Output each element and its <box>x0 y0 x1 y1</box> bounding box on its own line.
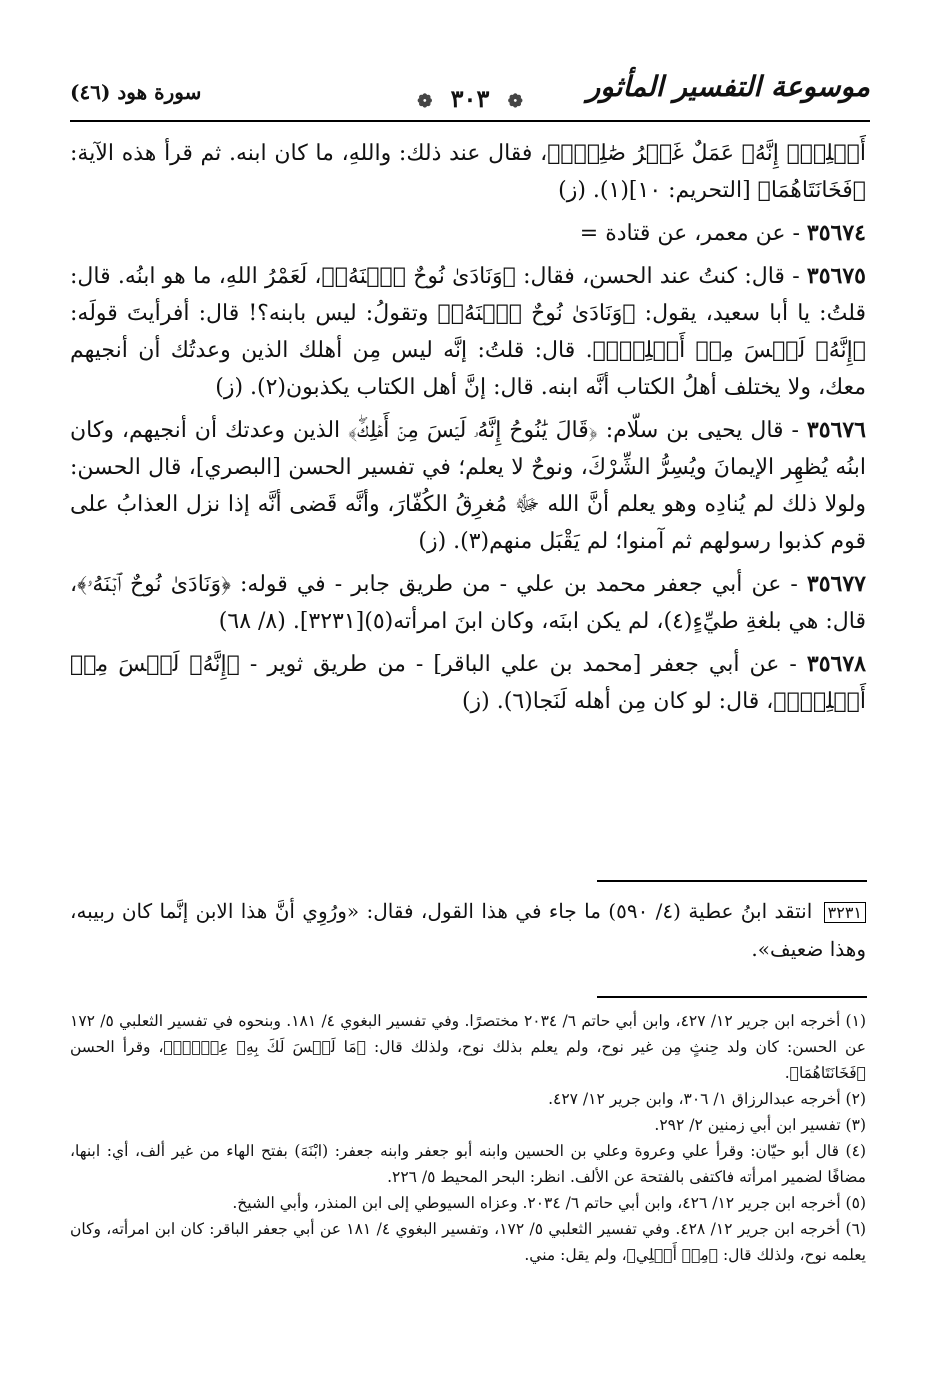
ornament-icon: ❁ <box>417 91 433 112</box>
narration-text: - عن معمر، عن قتادة = <box>579 221 800 246</box>
note-box-number: ٣٢٣١ <box>824 902 866 923</box>
narration-35676 <box>70 412 866 560</box>
narration-35677 <box>70 566 866 640</box>
footnote-separator <box>597 996 867 998</box>
page-header <box>70 70 870 120</box>
surah-label: سورة هود (٤٦) <box>70 80 202 104</box>
editor-note <box>70 893 866 968</box>
footnote-6: (٦) أخرجه ابن جرير ١٢/ ٤٢٨. وفي تفسير الثعلبي ٥/ ١٧٢، وتفسير البغوي ٤/ ١٨١ عن أبي جعفر الباقر: كان ابن امرأته، وكان يعلمه نوح، ولذلك قال: ﴿مِنۡ أَهۡلِي﴾، ولم يقل: مني. <box>70 1220 866 1264</box>
note-separator <box>597 880 867 882</box>
narration-number: ٣٥٦٧٤ <box>806 220 866 246</box>
narration-number: ٣٥٦٧٧ <box>806 571 866 597</box>
footnote-4: (٤) قال أبو حيّان: وقرأ علي وعروة وعلي بن الحسين وابنه أبو جعفر وابنه جعفر: (ابْنَهَ) بفتح الهاء من غير ألف، أي: ابنها، مضافًا لضمير امرأته فاكتفى بالفتحة عن الألف. انظر: البحر المحيط ٥/ ٢٢٦. <box>70 1142 866 1186</box>
narration-text: - عن أبي جعفر محمد بن علي - من طريق جابر - في قوله: ﴿وَنَادَىٰ نُوحٌ ٱبۡنَهُۥ﴾، قال: هي بلغةِ طيِّءٍ(٤)، لم يكن ابنَه، وكان ابنَ امرأته(٥)[٣٢٣١]. (٨/ ٦٨) <box>70 572 866 634</box>
footnote-2: (٢) أخرجه عبدالرزاق ١/ ٣٠٦، وابن جرير ١٢/ ٤٢٧. <box>548 1090 866 1108</box>
narration-number: ٣٥٦٧٨ <box>806 651 866 677</box>
header-rule <box>70 120 870 122</box>
narration-text: - عن أبي جعفر [محمد بن علي الباقر] - من طريق ثوير - ﴿إِنَّهُۥ لَيۡسَ مِنۡ أَهۡلِكَۖ﴾، قال: لو كان مِن أهله لَنَجا(٦). (ز) <box>70 652 866 714</box>
page-number: ٣٠٣ <box>450 84 490 113</box>
ornament-icon: ❁ <box>507 91 523 112</box>
note-text: انتقد ابنُ عطية (٤/ ٥٩٠) ما جاء في هذا القول، فقال: «ورُوِي أنَّ هذا الابن إنَّما كان ربيبه، وهذا ضعيف». <box>70 899 866 961</box>
narration-number: ٣٥٦٧٥ <box>806 263 866 289</box>
narration-text: - قال يحيى بن سلّام: ﴿قَالَ يَٰنُوحُ إِنَّهُۥ لَيۡسَ مِنۡ أَهۡلِكَۖ﴾ الذين وعدتك أن أنجيهم، وكان ابنُه يُظهِر الإيمانَ ويُسِرُّ الشِّرْكَ، ونوحٌ لا يعلم؛ في تفسير الحسن [البصري]، قال الحسن: ولولا ذلك لم يُنادِه وهو يعلم أنَّ الله ﷻ مُغرِقُ الكُفّارَ، وأنَّه قَضى أنَّه إذا نزل العذابُ على قوم كذبوا رسولهم ثم آمنوا؛ لم يَقْبَل منهم(٣). (ز) <box>70 418 866 554</box>
narration-number: ٣٥٦٧٦ <box>806 417 866 443</box>
narration-35678 <box>70 646 866 720</box>
footnote-1: (١) أخرجه ابن جرير ١٢/ ٤٢٧، وابن أبي حاتم ٦/ ٢٠٣٤ مختصرًا. وفي تفسير البغوي ٤/ ١٨١. وبنحوه في تفسير الثعلبي ٥/ ١٧٢ عن الحسن: كان ولد حِنثٍ مِن غير نوح، ولم يعلم بذلك نوح، ولذلك قال: ﴿مَا لَيۡسَ لَكَ بِهِۦ عِلۡمٌۖ﴾، وقرأ الحسن ﴿فَخَانَتَاهُمَا﴾. <box>70 1012 866 1082</box>
main-text <box>70 135 866 726</box>
narration-35675 <box>70 258 866 406</box>
book-title: موسوعة التفسير المأثور <box>586 70 870 103</box>
footnotes <box>70 1008 866 1268</box>
paragraph-text: أَهۡلِكَۖ إِنَّهُۥ عَمَلٌ غَيۡرُ صَٰلِحٖۖ﴾، فقال عند ذلك: واللهِ، ما كان ابنه. ثم قرأ هذه الآية: ﴿فَخَانَتَاهُمَا﴾ [التحريم: ١٠](١). (ز) <box>70 141 866 203</box>
footnote-5: (٥) أخرجه ابن جرير ١٢/ ٤٢٦، وابن أبي حاتم ٦/ ٢٠٣٤. وعزاه السيوطي إلى ابن المنذر، وأبي الشيخ. <box>232 1194 866 1212</box>
paragraph-continuation <box>70 135 866 209</box>
narration-text: - قال: كنتُ عند الحسن، فقال: ﴿وَنَادَىٰ نُوحٌ ٱبۡنَهُۥ﴾، لَعَمْرُ اللهِ، ما هو ابنُه. قال: قلتُ: يا أبا سعيد، يقول: ﴿وَنَادَىٰ نُوحٌ ٱبۡنَهُۥ﴾ وتقولُ: ليس بابنه؟! قال: أفرأيتَ قولَه: ﴿إِنَّهُۥ لَيۡسَ مِنۡ أَهۡلِكَۖ﴾. قال: قلتُ: إنَّه ليس مِن أهلك الذين وعدتُك أن أنجيهم معك، ولا يختلف أهلُ الكتاب أنَّه ابنه. قال: إنَّ أهل الكتاب يكذبون(٢). (ز) <box>70 264 866 400</box>
narration-35674 <box>70 215 866 252</box>
footnote-3: (٣) تفسير ابن أبي زمنين ٢/ ٢٩٢. <box>654 1116 866 1134</box>
